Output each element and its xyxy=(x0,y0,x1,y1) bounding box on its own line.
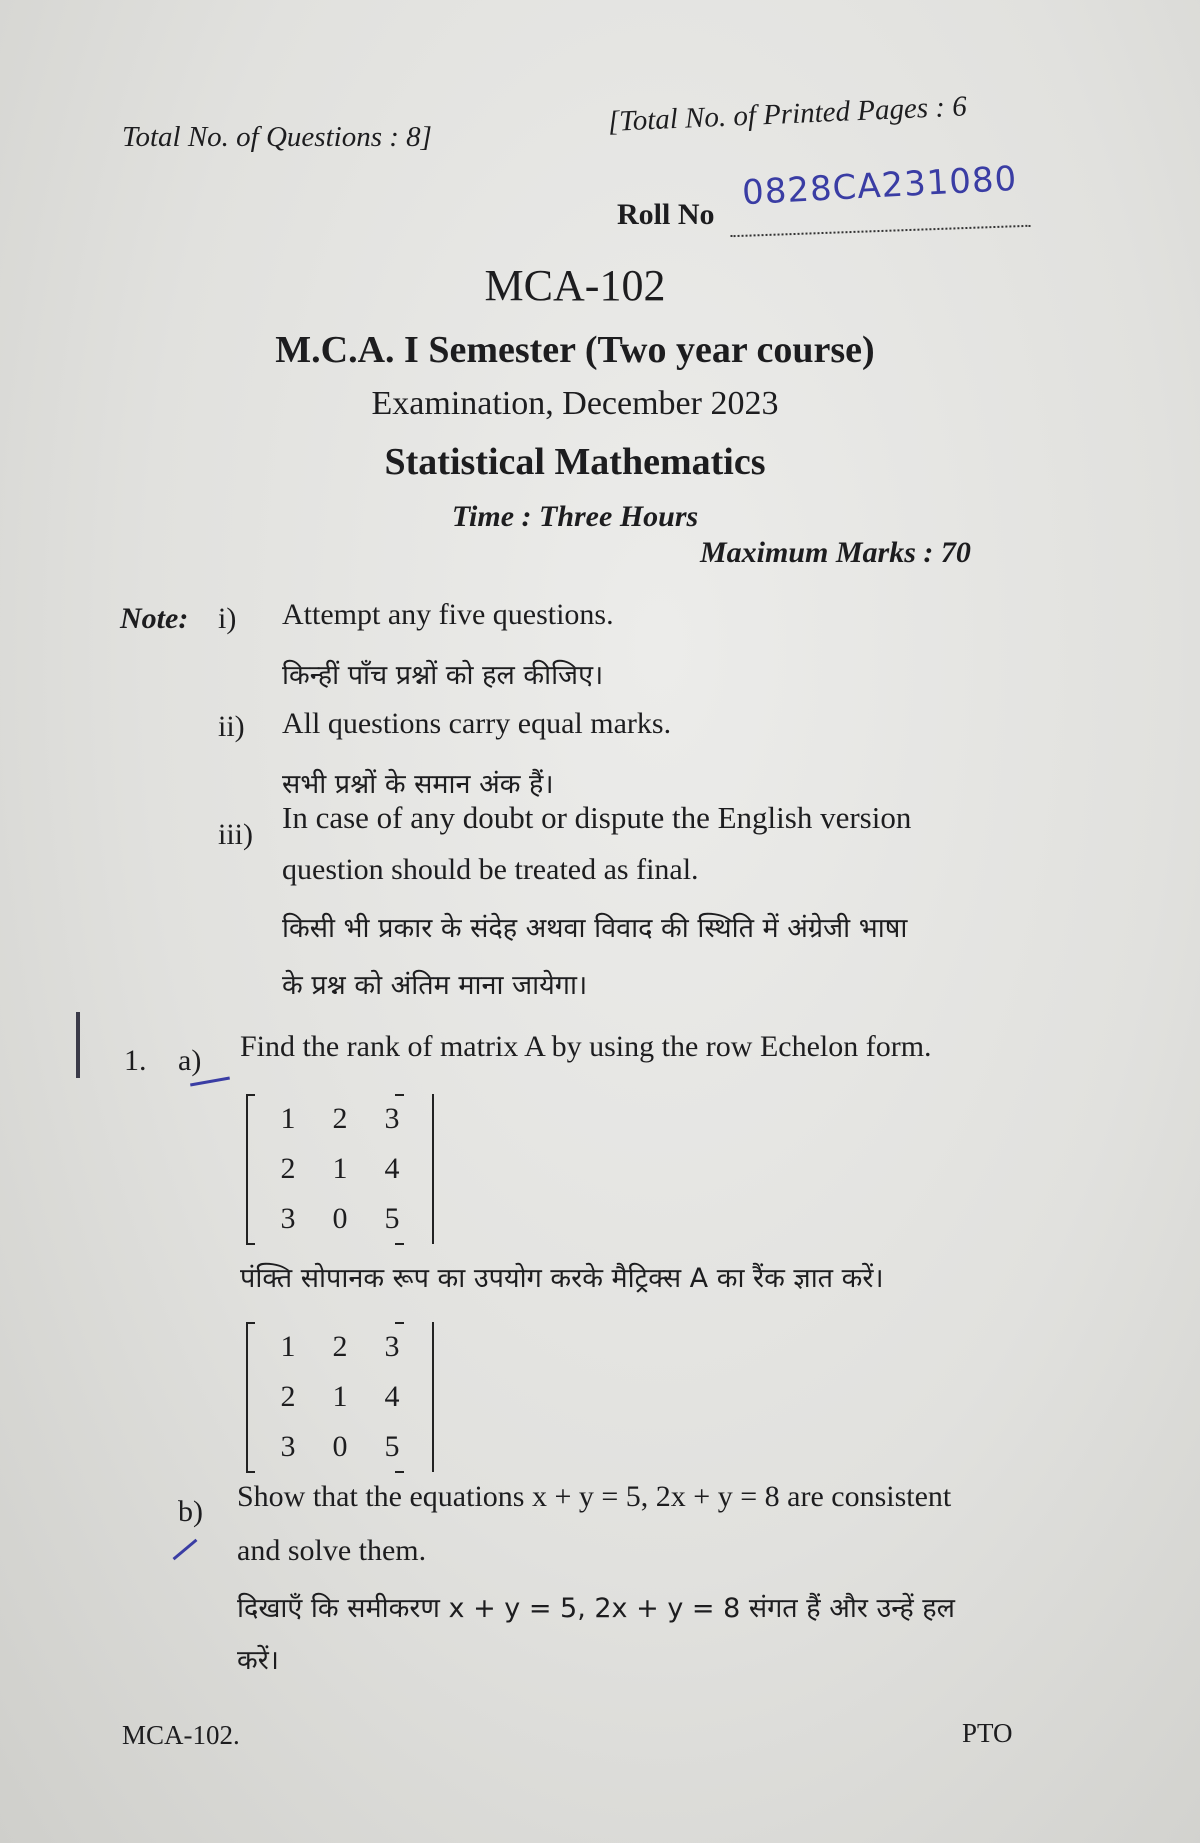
matrix-cell: 0 xyxy=(332,1202,348,1235)
roll-number-handwritten: 0828CA231080 xyxy=(741,158,1019,214)
matrix-bracket xyxy=(246,1094,255,1096)
note-3-hindi-line2: के प्रश्न को अंतिम माना जायेगा। xyxy=(282,970,588,1001)
matrix-cell: 1 xyxy=(332,1152,348,1185)
question-1b-hindi-line2: करें। xyxy=(237,1645,280,1676)
pen-underline-mark xyxy=(190,1077,230,1087)
matrix-cell: 2 xyxy=(280,1380,296,1413)
matrix-cell: 4 xyxy=(384,1152,400,1185)
pen-tick-mark xyxy=(173,1539,198,1561)
note-3-number: iii) xyxy=(218,818,253,851)
note-label: Note: xyxy=(120,602,189,635)
matrix-cell: 3 xyxy=(280,1202,296,1235)
matrix-cell: 1 xyxy=(280,1102,296,1135)
subject-title: Statistical Mathematics xyxy=(384,441,766,483)
question-1b-text-line2: and solve them. xyxy=(237,1534,427,1567)
matrix-bracket xyxy=(395,1471,404,1473)
time-allowed: Time : Three Hours xyxy=(451,500,699,533)
matrix-cell: 5 xyxy=(384,1430,400,1463)
note-1-number: i) xyxy=(218,602,237,635)
total-pages: [Total No. of Printed Pages : 6 xyxy=(607,90,968,138)
note-2-english: All questions carry equal marks. xyxy=(282,707,672,740)
exam-session: Examination, December 2023 xyxy=(371,385,779,422)
question-1a-hindi: पंक्ति सोपानक रूप का उपयोग करके मैट्रिक्स A का रैंक ज्ञात करें। xyxy=(240,1263,884,1294)
matrix-cell: 3 xyxy=(384,1330,400,1363)
matrix-cell: 0 xyxy=(332,1430,348,1463)
matrix-bracket xyxy=(246,1243,255,1245)
footer-course-code: MCA-102. xyxy=(122,1720,240,1750)
matrix-cell: 3 xyxy=(280,1430,296,1463)
note-3-hindi-line1: किसी भी प्रकार के संदेह अथवा विवाद की स्थिति में अंग्रेजी भाषा xyxy=(282,913,908,944)
question-1a-label: a) xyxy=(178,1044,202,1077)
margin-pen-mark xyxy=(76,1012,80,1078)
matrix-bracket xyxy=(395,1322,404,1324)
matrix-a-english xyxy=(246,1094,434,1244)
note-1-hindi: किन्हीं पाँच प्रश्नों को हल कीजिए। xyxy=(282,660,604,691)
question-1-number: 1. xyxy=(124,1044,147,1077)
matrix-cell: 1 xyxy=(280,1330,296,1363)
note-2-hindi: सभी प्रश्नों के समान अंक हैं। xyxy=(282,769,554,800)
matrix-cell: 5 xyxy=(384,1202,400,1235)
question-1b-label: b) xyxy=(178,1495,203,1528)
matrix-bracket xyxy=(395,1243,404,1245)
total-questions: Total No. of Questions : 8] xyxy=(122,121,432,153)
note-2-number: ii) xyxy=(218,710,245,743)
question-1b-hindi-line1: दिखाएँ कि समीकरण x + y = 5, 2x + y = 8 संगत हैं और उन्हें हल xyxy=(237,1593,955,1624)
matrix-cell: 4 xyxy=(384,1380,400,1413)
note-3-english-line2: question should be treated as final. xyxy=(282,853,699,886)
matrix-bracket xyxy=(246,1322,255,1324)
course-name: M.C.A. I Semester (Two year course) xyxy=(275,329,875,371)
maximum-marks: Maximum Marks : 70 xyxy=(700,536,971,569)
matrix-a-hindi xyxy=(246,1322,434,1472)
footer-pto: PTO xyxy=(962,1718,1013,1748)
question-1b-text-line1: Show that the equations x + y = 5, 2x + y = 8 are consistent xyxy=(237,1480,952,1513)
matrix-cell: 2 xyxy=(280,1152,296,1185)
roll-label: Roll No xyxy=(617,198,715,231)
note-3-english-line1: In case of any doubt or dispute the English version xyxy=(282,800,912,835)
matrix-cell: 3 xyxy=(384,1102,400,1135)
matrix-bracket xyxy=(246,1471,255,1473)
matrix-cell: 2 xyxy=(332,1102,348,1135)
matrix-bracket xyxy=(395,1094,404,1096)
course-code: MCA-102 xyxy=(484,261,666,310)
matrix-cell: 2 xyxy=(332,1330,348,1363)
matrix-cell: 1 xyxy=(332,1380,348,1413)
question-1a-text: Find the rank of matrix A by using the row Echelon form. xyxy=(240,1030,932,1063)
note-1-english: Attempt any five questions. xyxy=(282,598,614,631)
